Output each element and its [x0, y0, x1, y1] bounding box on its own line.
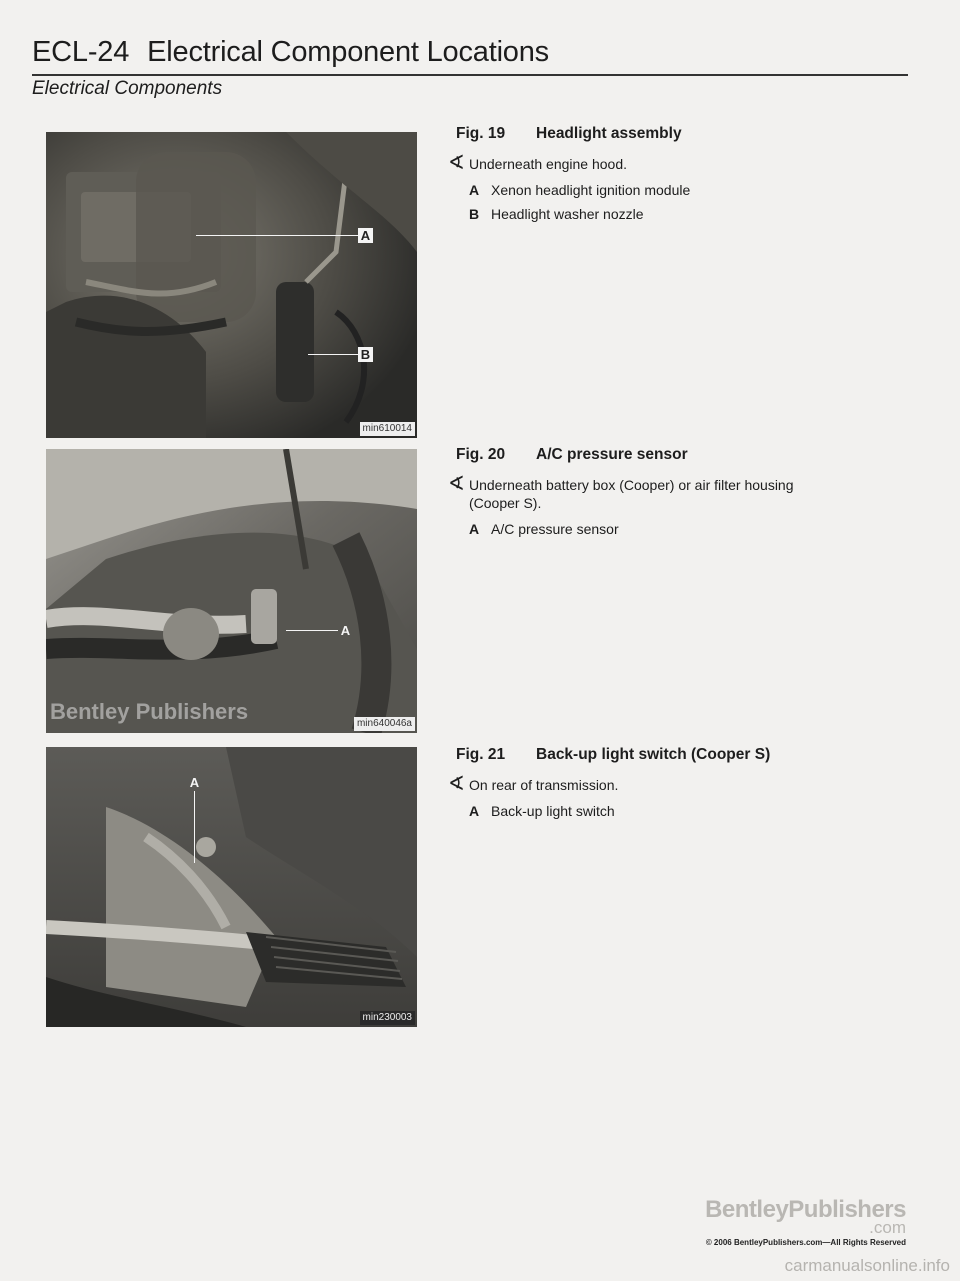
page-code: ECL-24: [32, 36, 130, 68]
legend-item: [469, 181, 874, 199]
legend-label: Back-up light switch: [491, 803, 615, 819]
legend-item: [469, 205, 874, 223]
photo-id: min640046a: [354, 717, 415, 731]
photo-ac-pressure-sensor: [46, 449, 417, 733]
photo-ac-sensor-image: [46, 449, 417, 733]
callout-leader-b: [308, 354, 358, 355]
figure-title: [456, 746, 874, 764]
figure-21-caption: [448, 746, 874, 826]
location-text: Underneath engine hood.: [469, 156, 628, 172]
legend-label: Headlight washer nozzle: [491, 206, 644, 222]
callout-label-a: A: [358, 228, 373, 243]
publisher-brand-suffix: .com: [869, 1218, 906, 1237]
publisher-brand: BentleyPublishers: [705, 1196, 906, 1223]
page-title-text: Electrical Component Locations: [147, 36, 549, 68]
legend-item: [469, 520, 874, 538]
photo-backup-switch-image: [46, 747, 417, 1027]
location-note: [448, 152, 874, 174]
figure-19-caption: [448, 125, 874, 229]
location-note: [448, 773, 874, 795]
arrow-left-icon: ∢: [448, 773, 465, 795]
legend-label: Xenon headlight ignition module: [491, 182, 691, 198]
photo-headlight-image: [46, 132, 417, 438]
photo-backup-light-switch: [46, 747, 417, 1027]
figure-title: [456, 125, 874, 143]
arrow-left-icon: ∢: [448, 152, 465, 174]
figure-title-text: A/C pressure sensor: [536, 446, 688, 463]
figure-number: Fig. 20: [456, 446, 506, 463]
figure-number: Fig. 21: [456, 746, 506, 763]
photo-watermark: Bentley Publishers: [50, 699, 249, 724]
legend-key: B: [469, 206, 480, 222]
figure-title-text: Headlight assembly: [536, 125, 682, 142]
legend-key: A: [469, 182, 480, 198]
legend-item: [469, 802, 874, 820]
site-watermark: carmanualsonline.info: [784, 1256, 950, 1275]
photo-id: min230003: [360, 1011, 415, 1025]
photo-id: min610014: [360, 422, 415, 436]
location-note: [448, 473, 819, 512]
callout-label-a: A: [340, 623, 351, 638]
callout-label-a: A: [189, 775, 200, 790]
publisher-logo: [705, 1196, 906, 1238]
callout-leader-a: [194, 791, 195, 863]
location-text: Underneath battery box (Cooper) or air filter housing (Cooper S).: [469, 477, 794, 511]
figure-title: [456, 446, 874, 464]
location-text: On rear of transmission.: [469, 777, 619, 793]
photo-headlight-assembly: [46, 132, 417, 438]
legend-key: A: [469, 521, 480, 537]
header-rule: [32, 74, 908, 76]
copyright-notice: © 2006 BentleyPublishers.com—All Rights Reserved: [705, 1238, 906, 1247]
legend-key: A: [469, 803, 480, 819]
figure-20-caption: [448, 446, 874, 544]
figure-title-text: Back-up light switch (Cooper S): [536, 746, 771, 763]
section-title: Electrical Components: [32, 78, 223, 99]
callout-leader-a: [196, 235, 358, 236]
figure-number: Fig. 19: [456, 125, 506, 142]
callout-leader-a: [286, 630, 338, 631]
page-title: [32, 36, 908, 69]
callout-label-b: B: [358, 347, 373, 362]
legend-label: A/C pressure sensor: [491, 521, 619, 537]
arrow-left-icon: ∢: [448, 473, 465, 495]
page-header: [32, 36, 908, 99]
